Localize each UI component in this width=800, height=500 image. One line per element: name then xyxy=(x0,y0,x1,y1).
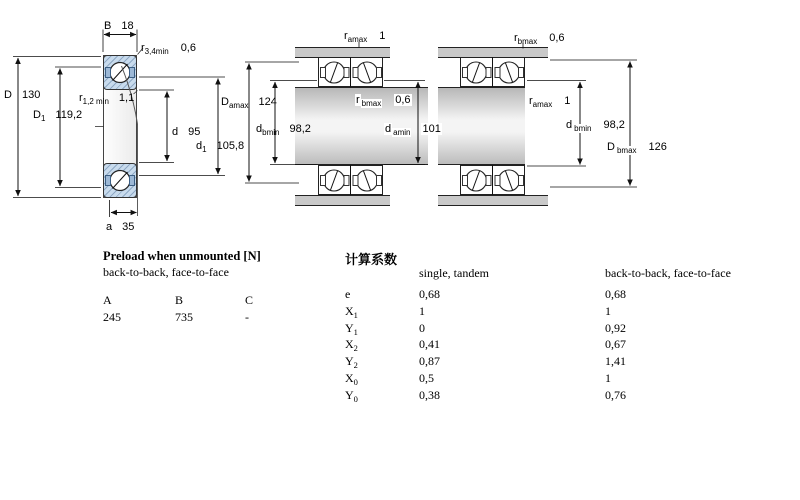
shaft-b xyxy=(438,87,525,165)
preload-value: 245 xyxy=(103,310,121,324)
factor-value-single: 0,68 xyxy=(419,287,440,301)
preload-col-header: C xyxy=(245,293,254,307)
dim-label-D1: $D_1$ 119,2 xyxy=(33,109,83,123)
factors-title: 计算系数 xyxy=(345,252,398,267)
dim-label-ramax-a: $r_{amax}$ 1 xyxy=(344,30,386,44)
dim-label-r34min: $r_{3,4min}$ 0,6 xyxy=(141,42,196,56)
factor-label: e xyxy=(345,287,351,301)
factor-value-paired: 1 xyxy=(605,370,611,385)
dim-label-r12min: $r_{1,2 min}$ 1,1 xyxy=(79,92,135,106)
factors-col1-header: single, tandem xyxy=(419,266,489,280)
factor-value-single: 0,38 xyxy=(419,387,440,402)
housing-bottom-band-b xyxy=(438,195,548,206)
preload-subtitle: back-to-back, face-to-face xyxy=(103,265,229,279)
factor-value-paired: 1,41 xyxy=(605,354,626,369)
dim-label-Dbmax: D $_{bmax}$ 126 xyxy=(607,141,667,155)
factor-label: $Y_0$ xyxy=(345,387,358,404)
dim-label-D: D 130 xyxy=(4,89,41,101)
dim-label-damin: d $_{amin}$ 101 xyxy=(385,123,441,137)
factor-label: $X_2$ xyxy=(345,337,358,354)
factor-value-single: 0,41 xyxy=(419,337,440,352)
factor-label: $Y_2$ xyxy=(345,354,358,371)
factor-value-single: 0,87 xyxy=(419,354,440,369)
preload-col-header: B xyxy=(175,293,184,307)
bearing-pair-top-a xyxy=(318,57,383,87)
bearing-pair-bottom-b xyxy=(460,165,525,195)
bearing-pair-bottom-a xyxy=(318,165,383,195)
dim-label-Damax: $D_{amax}$ 124 xyxy=(221,96,277,110)
factor-label: $X_1$ xyxy=(345,303,358,320)
factor-label: $X_0$ xyxy=(345,370,358,387)
housing-bottom-band-a xyxy=(295,195,390,206)
factor-value-paired: 0,68 xyxy=(605,287,626,301)
factor-value-paired: 0,67 xyxy=(605,337,626,352)
preload-table xyxy=(103,293,305,327)
preload-value: - xyxy=(245,310,249,324)
factor-value-paired: 1 xyxy=(605,303,611,318)
dim-label-B: B 18 xyxy=(104,20,134,32)
dim-label-rbmax-b: $r_{bmax}$ 0,6 xyxy=(514,32,565,46)
dim-label-dbmin-a: $d_{bmin}$ 98,2 xyxy=(256,123,311,137)
dim-label-rbmax-a: r $_{bmax}$ 0,6 xyxy=(356,94,411,108)
bearing-section-top xyxy=(103,55,137,90)
factor-value-single: 1 xyxy=(419,303,425,318)
factors-table xyxy=(345,266,800,405)
factor-value-single: 0,5 xyxy=(419,370,434,385)
preload-title: Preload when unmounted [N] xyxy=(103,249,261,263)
dim-label-d1: $d_1$ 105,8 xyxy=(196,140,245,154)
factors-label-header xyxy=(345,266,419,287)
preload-value: 735 xyxy=(175,310,193,324)
factor-value-single: 0 xyxy=(419,320,425,335)
bearing-pair-top-b xyxy=(460,57,525,87)
bearing-section-bottom xyxy=(103,163,137,198)
dim-label-ramax-b: $r_{amax}$ 1 xyxy=(529,95,571,109)
factor-label: $Y_1$ xyxy=(345,320,358,337)
dim-label-d: d 95 xyxy=(172,126,201,138)
dim-label-dbmin-b: d $_{bmin}$ 98,2 xyxy=(566,119,625,133)
preload-col-header: A xyxy=(103,293,112,307)
factor-value-paired: 0,76 xyxy=(605,387,626,402)
factors-col2-header: back-to-back, face-to-face xyxy=(605,266,731,280)
dim-label-a: a 35 xyxy=(106,221,135,233)
factor-value-paired: 0,92 xyxy=(605,320,626,335)
